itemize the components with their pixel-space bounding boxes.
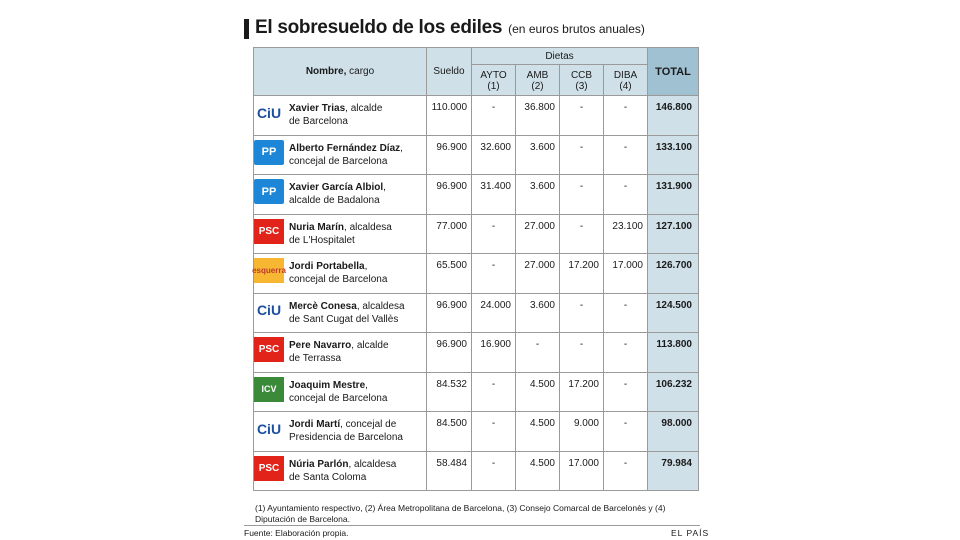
party-logo-icon: PSC xyxy=(254,456,284,481)
cell-name xyxy=(254,412,427,452)
brand-logo: EL PAÍS xyxy=(671,528,710,538)
person-role-cont: de Sant Cugat del Vallès xyxy=(289,313,399,325)
title-block xyxy=(244,17,645,41)
cell-amb: 4.500 xyxy=(516,372,560,412)
cell-sueldo: 96.900 xyxy=(427,175,472,215)
page-title: El sobresueldo de los ediles xyxy=(255,17,503,38)
cell-total: 98.000 xyxy=(648,412,699,452)
header-col-ayto: AYTO (1) xyxy=(472,65,516,96)
person-role: , xyxy=(365,379,368,391)
cell-ayto: - xyxy=(472,96,516,136)
person-name: Joaquim Mestre xyxy=(289,379,366,391)
cell-name xyxy=(254,96,427,136)
cell-diba: - xyxy=(604,451,648,491)
cell-diba: 23.100 xyxy=(604,214,648,254)
person-role-cont: de L'Hospitalet xyxy=(289,234,355,246)
cell-sueldo: 58.484 xyxy=(427,451,472,491)
table-row xyxy=(254,451,699,491)
cell-name xyxy=(254,293,427,333)
cell-amb: 3.600 xyxy=(516,135,560,175)
page-subtitle: (en euros brutos anuales) xyxy=(508,22,645,36)
table-row xyxy=(254,135,699,175)
person-role: , alcalde xyxy=(351,340,389,351)
cell-name xyxy=(254,333,427,373)
cell-name xyxy=(254,372,427,412)
cell-sueldo: 110.000 xyxy=(427,96,472,136)
table-row xyxy=(254,254,699,294)
party-logo-icon: PP xyxy=(254,140,284,165)
cell-amb: 27.000 xyxy=(516,214,560,254)
person-role: , xyxy=(364,261,368,272)
header-sueldo: Sueldo xyxy=(427,48,472,96)
cell-ccb: - xyxy=(560,175,604,215)
party-logo-icon: esquerra xyxy=(254,258,284,283)
cell-amb: 4.500 xyxy=(516,451,560,491)
person-role-cont: de Santa Coloma xyxy=(289,471,367,483)
header-total: TOTAL xyxy=(648,48,699,96)
table-row xyxy=(254,372,699,412)
cell-sueldo: 96.900 xyxy=(427,333,472,373)
cell-amb: 3.600 xyxy=(516,175,560,215)
person-role: , xyxy=(400,142,403,154)
salary-table xyxy=(253,47,699,491)
cell-name xyxy=(254,254,427,294)
cell-ayto: - xyxy=(472,412,516,452)
cell-ccb: - xyxy=(560,293,604,333)
cell-ccb: - xyxy=(560,135,604,175)
table-row xyxy=(254,412,699,452)
cell-diba: - xyxy=(604,372,648,412)
party-logo-icon: CiU xyxy=(256,104,282,121)
cell-ayto: 32.600 xyxy=(472,135,516,175)
person-role-cont: de Barcelona xyxy=(289,116,348,127)
table-row xyxy=(254,175,699,215)
cell-total: 106.232 xyxy=(648,372,699,412)
title-bar xyxy=(244,19,249,39)
person-role: , alcaldesa xyxy=(348,458,397,470)
cell-ayto: - xyxy=(472,214,516,254)
person-role-cont: concejal de Barcelona xyxy=(289,274,388,285)
cell-sueldo: 65.500 xyxy=(427,254,472,294)
cell-diba: - xyxy=(604,175,648,215)
party-logo-icon: CiU xyxy=(256,302,282,318)
cell-ayto: 24.000 xyxy=(472,293,516,333)
person-name: Pere Navarro xyxy=(289,340,352,351)
cell-diba: - xyxy=(604,412,648,452)
person-name: Nuria Marín xyxy=(289,221,345,233)
cell-name xyxy=(254,451,427,491)
cell-ccb: - xyxy=(560,333,604,373)
person-name: Mercè Conesa xyxy=(289,300,357,312)
cell-total: 133.100 xyxy=(648,135,699,175)
cell-ayto: 16.900 xyxy=(472,333,516,373)
cell-sueldo: 84.532 xyxy=(427,372,472,412)
cell-total: 79.984 xyxy=(648,451,699,491)
header-dietas: Dietas xyxy=(472,48,648,65)
person-role-cont: Presidencia de Barcelona xyxy=(289,432,403,443)
cell-ccb: 17.000 xyxy=(560,451,604,491)
footnote: (1) Ayuntamiento respectivo, (2) Área Metropolitana de Barcelona, (3) Consejo Comarcal de Barcelonès y (4) Diputación de Barcelona. xyxy=(255,503,666,524)
header-col-amb: AMB (2) xyxy=(516,65,560,96)
cell-ayto: - xyxy=(472,451,516,491)
cell-diba: - xyxy=(604,293,648,333)
cell-ayto: 31.400 xyxy=(472,175,516,215)
person-role: , concejal de xyxy=(340,419,397,430)
divider xyxy=(244,525,700,526)
person-role: , alcalde xyxy=(345,103,383,114)
cell-total: 113.800 xyxy=(648,333,699,373)
cell-total: 146.800 xyxy=(648,96,699,136)
person-name: Jordi Martí xyxy=(289,419,341,430)
person-role: , alcaldesa xyxy=(344,221,392,233)
cell-total: 126.700 xyxy=(648,254,699,294)
party-logo-icon: PSC xyxy=(254,337,284,362)
cell-diba: 17.000 xyxy=(604,254,648,294)
person-role-cont: concejal de Barcelona xyxy=(289,155,388,167)
table-row xyxy=(254,96,699,136)
person-name: Núria Parlón xyxy=(289,458,349,470)
header-col-ccb: CCB (3) xyxy=(560,65,604,96)
party-logo-icon: CiU xyxy=(256,420,282,437)
person-role-cont: alcalde de Badalona xyxy=(289,195,380,206)
cell-amb: 36.800 xyxy=(516,96,560,136)
party-logo-icon: PSC xyxy=(254,219,284,244)
cell-total: 131.900 xyxy=(648,175,699,215)
cell-amb: - xyxy=(516,333,560,373)
cell-sueldo: 84.500 xyxy=(427,412,472,452)
cell-diba: - xyxy=(604,135,648,175)
cell-ccb: - xyxy=(560,214,604,254)
cell-ccb: 9.000 xyxy=(560,412,604,452)
person-name: Jordi Portabella xyxy=(289,261,365,272)
cell-name xyxy=(254,175,427,215)
party-logo-icon: ICV xyxy=(254,377,284,402)
party-logo-icon: PP xyxy=(254,179,284,204)
person-name: Xavier Trias xyxy=(289,103,346,114)
cell-ayto: - xyxy=(472,372,516,412)
cell-ayto: - xyxy=(472,254,516,294)
cell-amb: 3.600 xyxy=(516,293,560,333)
cell-ccb: - xyxy=(560,96,604,136)
person-role: , xyxy=(383,182,386,193)
cell-total: 124.500 xyxy=(648,293,699,333)
table-row xyxy=(254,293,699,333)
cell-amb: 4.500 xyxy=(516,412,560,452)
table-row xyxy=(254,333,699,373)
cell-sueldo: 96.900 xyxy=(427,135,472,175)
table-row xyxy=(254,214,699,254)
cell-diba: - xyxy=(604,333,648,373)
source-note: Fuente: Elaboración propia. xyxy=(244,528,349,538)
cell-ccb: 17.200 xyxy=(560,254,604,294)
cell-sueldo: 77.000 xyxy=(427,214,472,254)
cell-ccb: 17.200 xyxy=(560,372,604,412)
person-name: Alberto Fernández Díaz xyxy=(289,142,401,154)
person-role: , alcaldesa xyxy=(356,300,405,312)
person-role-cont: de Terrassa xyxy=(289,353,342,364)
cell-name xyxy=(254,214,427,254)
cell-name xyxy=(254,135,427,175)
person-role-cont: concejal de Barcelona xyxy=(289,392,388,404)
cell-sueldo: 96.900 xyxy=(427,293,472,333)
cell-total: 127.100 xyxy=(648,214,699,254)
person-name: Xavier García Albiol xyxy=(289,182,384,193)
header-name: Nombre, cargo xyxy=(254,48,427,96)
cell-diba: - xyxy=(604,96,648,136)
header-col-diba: DIBA (4) xyxy=(604,65,648,96)
cell-amb: 27.000 xyxy=(516,254,560,294)
